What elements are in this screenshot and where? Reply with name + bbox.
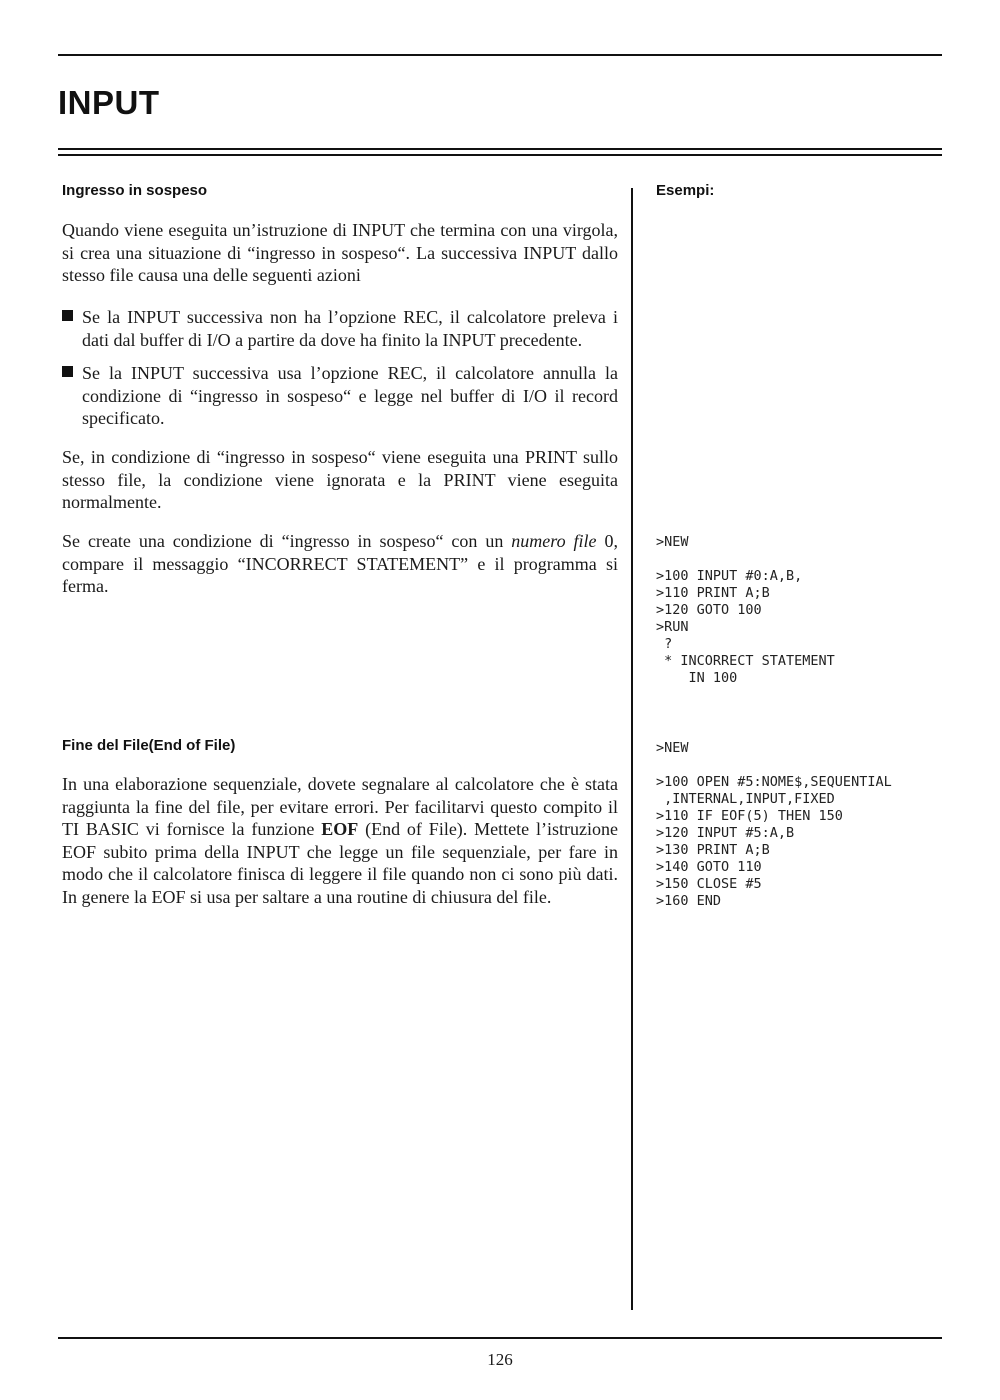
code-line: >NEW <box>656 534 689 550</box>
code-line: >110 PRINT A;B <box>656 585 770 601</box>
eof-text-end: (End of File). Mettete l’istruzione EOF subito prima della INPUT che legge un file sequenziale, per fare in modo che il calcolatore finisca di leggere il file quando non ci sono più dati. In genere la EOF si usa per saltare a una routine di chiusura del file. <box>62 819 618 907</box>
section1-intro-paragraph: Quando viene eseguita un’istruzione di INPUT che termina con una virgola, si crea una situazione di “ingresso in sospeso“. La successiva INPUT dallo stesso file causa una delle seguenti azioni <box>62 220 618 285</box>
title-double-rule-upper <box>58 148 942 150</box>
code-line: >100 INPUT #0:A,B, <box>656 568 803 584</box>
code-line: >120 GOTO 100 <box>656 602 762 618</box>
section-heading-ingresso: Ingresso in sospeso <box>62 182 208 199</box>
code-line: >130 PRINT A;B <box>656 842 770 858</box>
top-rule <box>58 54 942 56</box>
code-line: >100 OPEN #5:NOME$,SEQUENTIAL <box>656 774 892 790</box>
code-line: >140 GOTO 110 <box>656 859 762 875</box>
examples-heading: Esempi: <box>656 182 715 199</box>
code-line <box>656 551 835 568</box>
bullet-text-1: Se la INPUT successiva non ha l’opzione REC, il calcolatore preleva i dati dal buffer di I/O a partire da dove ha finito la INPUT precedente. <box>82 307 618 350</box>
column-divider <box>631 188 633 1310</box>
code-line <box>656 757 892 774</box>
code-example-eof <box>656 740 892 910</box>
bullet-text-2: Se la INPUT successiva usa l’opzione REC, il calcolatore annulla la condizione di “ingresso in sospeso“ e legge nel buffer di I/O il record specificato. <box>82 363 618 428</box>
title-double-rule-lower <box>58 154 942 156</box>
para3-text-start: Se create una condizione di “ingresso in sospeso“ con un <box>62 531 512 551</box>
code-line: >NEW <box>656 740 689 756</box>
bottom-rule <box>58 1337 942 1339</box>
code-line: * INCORRECT STATEMENT <box>656 653 835 669</box>
para3-italic-term: numero file <box>511 531 597 551</box>
page-title: INPUT <box>58 84 160 121</box>
code-line: >160 END <box>656 893 722 909</box>
bullet-item-2 <box>62 362 618 430</box>
bullet-square-icon <box>62 366 73 377</box>
para3-text-end: 0, compare il messaggio “INCORRECT STATEMENT” e il programma si ferma. <box>62 531 618 596</box>
code-line: >120 INPUT #5:A,B <box>656 825 795 841</box>
code-line: >110 IF EOF(5) THEN 150 <box>656 808 843 824</box>
section2-eof-paragraph <box>62 773 618 908</box>
page-number: 126 <box>487 1350 513 1369</box>
bullet-square-icon <box>62 310 73 321</box>
code-line: IN 100 <box>656 670 738 686</box>
section1-incorrect-statement-paragraph <box>62 530 618 598</box>
code-line: >150 CLOSE #5 <box>656 876 762 892</box>
eof-text-start: In una elaborazione sequenziale, dovete segnalare al calcolatore che è stata raggiunta la fine del file, per evitare errori. Per facilitarvi questo compito il TI BASIC vi fornisce la funzione <box>62 774 618 839</box>
code-line: ? <box>656 636 673 652</box>
bullet-item-1 <box>62 306 618 351</box>
code-line: >RUN <box>656 619 689 635</box>
eof-bold-term: EOF <box>321 819 359 839</box>
section-heading-end-of-file: Fine del File(End of File) <box>62 737 236 754</box>
code-line: ,INTERNAL,INPUT,FIXED <box>656 791 835 807</box>
section1-print-paragraph: Se, in condizione di “ingresso in sospeso“ viene eseguita una PRINT sullo stesso file, la condizione viene ignorata e la PRINT viene eseguita normalmente. <box>62 447 618 512</box>
code-example-incorrect-statement <box>656 534 835 687</box>
